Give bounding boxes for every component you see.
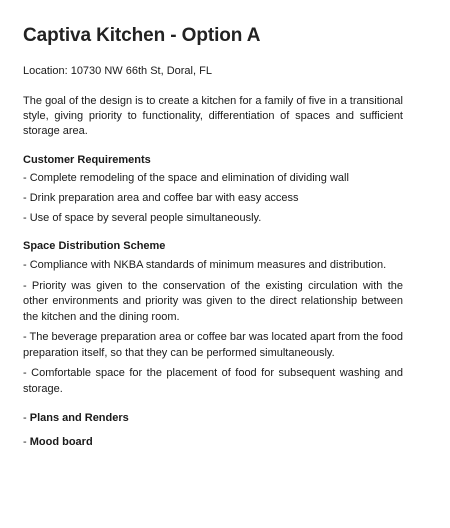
list-item: - Complete remodeling of the space and elimination of dividing wall	[23, 172, 349, 184]
list-item: - Use of space by several people simultaneously.	[23, 212, 262, 224]
list-item: - Compliance with NKBA standards of minimum measures and distribution.	[23, 259, 387, 271]
dash-prefix: -	[23, 436, 30, 448]
list-item: - Comfortable space for the placement of food for subsequent washing and storage.	[23, 367, 403, 395]
list-item: - Priority was given to the conservation of the existing circulation with the other environments and priority was given to the direct relationship between the kitchen and the dining room.	[23, 279, 403, 323]
page-title: Captiva Kitchen - Option A	[23, 25, 261, 46]
customer-requirements-heading: Customer Requirements	[23, 154, 151, 166]
space-distribution-list	[23, 258, 403, 397]
space-distribution-heading: Space Distribution Scheme	[23, 240, 166, 252]
dash-prefix: -	[23, 412, 30, 424]
customer-requirements-list	[23, 171, 403, 225]
plans-and-renders-line	[23, 411, 403, 425]
intro-paragraph: The goal of the design is to create a kitchen for a family of five in a transitional style, giving priority to functionality, differentiation of spaces and sufficient storage area.	[23, 95, 403, 137]
list-item: - Drink preparation area and coffee bar with easy access	[23, 192, 299, 204]
mood-board-link[interactable]: Mood board	[29, 436, 93, 448]
plans-and-renders-link[interactable]: Plans and Renders	[29, 412, 129, 424]
location-line: Location: 10730 NW 66th St, Doral, FL	[23, 65, 212, 77]
mood-board-line	[23, 435, 403, 449]
list-item: - The beverage preparation area or coffee bar was located apart from the food preparation itself, so that they can be performed simultaneously.	[23, 331, 403, 359]
